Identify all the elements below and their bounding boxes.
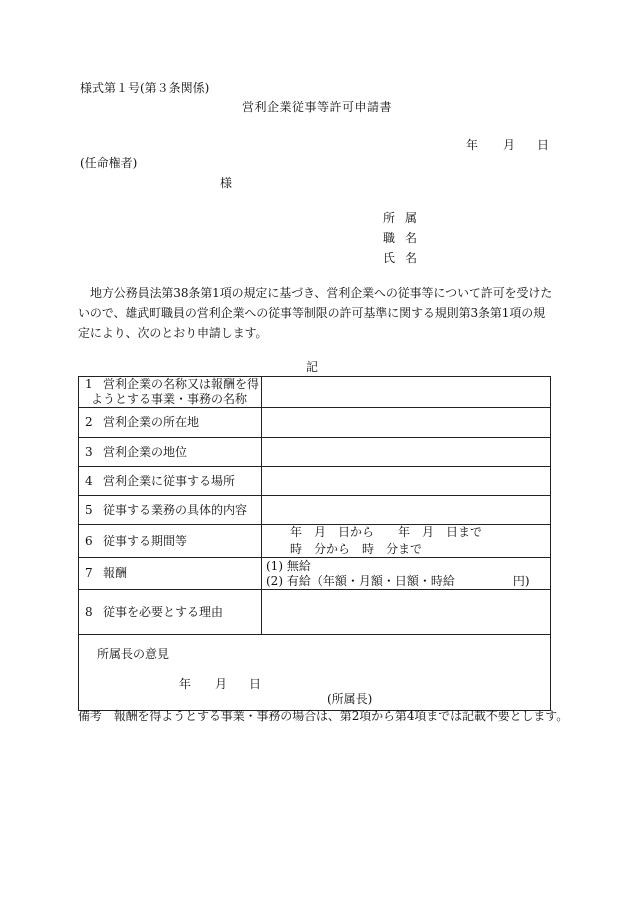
row-label: 従事を必要とする理由 — [103, 604, 224, 619]
row-number: 1 — [85, 377, 93, 391]
name-label: 氏名 — [383, 251, 428, 265]
opinion-date-month: 月 — [215, 677, 228, 691]
table-row — [79, 496, 551, 525]
opinion-date-day: 日 — [249, 677, 262, 691]
period-times: 時 分から 時 分まで — [290, 542, 423, 556]
row-7-value[interactable] — [262, 558, 551, 590]
row-3-value[interactable] — [262, 438, 551, 467]
row-2-value[interactable] — [262, 408, 551, 438]
row-8-value[interactable] — [262, 590, 551, 635]
row-number: 6 — [85, 533, 93, 548]
ki-heading: 記 — [306, 360, 319, 374]
table-row — [79, 377, 551, 408]
table-row — [79, 590, 551, 635]
row-1-label — [79, 377, 262, 408]
supervisor-opinion-cell[interactable] — [79, 635, 551, 711]
row-number: 7 — [85, 566, 93, 580]
honorific: 様 — [220, 176, 233, 190]
opinion-date-year: 年 — [179, 677, 192, 691]
row-label: 従事する期間等 — [103, 533, 188, 548]
row-number: 3 — [85, 444, 93, 459]
affiliation-label: 所属 — [383, 211, 428, 225]
remuneration-paid-line — [266, 574, 550, 589]
row-number: 8 — [85, 604, 93, 619]
row-4-label — [79, 467, 262, 496]
table-row — [79, 525, 551, 558]
job-title-label: 職名 — [383, 231, 428, 245]
remarks-note: 備考 報酬を得ようとする事業・事務の場合は、第2項から第4項までは記載不要とします。 — [78, 709, 569, 723]
row-5-value[interactable] — [262, 496, 551, 525]
row-label-line2: ようとする事業・事務の名称 — [91, 392, 248, 406]
row-6-value[interactable] — [262, 525, 551, 558]
row-number: 5 — [85, 502, 93, 517]
row-label: 営利企業に従事する場所 — [103, 473, 236, 488]
table-row — [79, 635, 551, 711]
row-4-value[interactable] — [262, 467, 551, 496]
table-row — [79, 408, 551, 438]
form-number: 様式第１号(第３条関係) — [80, 81, 210, 95]
table-row — [79, 558, 551, 590]
row-5-label — [79, 496, 262, 525]
row-7-label — [79, 558, 262, 590]
date-year-label: 年 — [466, 138, 479, 152]
row-3-label — [79, 438, 262, 467]
row-number: 4 — [85, 473, 93, 488]
row-label-line1: 営利企業の名称又は報酬を得 — [103, 377, 260, 391]
period-dates: 年 月 日から 年 月 日まで — [290, 525, 483, 539]
row-label: 報酬 — [103, 566, 128, 580]
application-table — [78, 376, 551, 711]
appointing-authority: (任命権者) — [80, 156, 138, 170]
row-1-value[interactable] — [262, 377, 551, 408]
row-8-label — [79, 590, 262, 635]
row-label: 従事する業務の具体的内容 — [103, 502, 248, 517]
row-6-label — [79, 525, 262, 558]
row-number: 2 — [85, 415, 93, 429]
remuneration-yen: 円) — [512, 573, 530, 588]
row-label: 営利企業の地位 — [103, 444, 188, 459]
table-row — [79, 438, 551, 467]
table-row — [79, 467, 551, 496]
row-label: 営利企業の所在地 — [103, 415, 200, 429]
document-title: 営利企業従事等許可申請書 — [242, 100, 393, 114]
remuneration-paid: (2) 有給（年額・月額・日額・時給 — [266, 573, 455, 588]
supervisor-opinion-label: 所属長の意見 — [97, 647, 170, 661]
row-2-label — [79, 408, 262, 438]
date-month-label: 月 — [503, 138, 516, 152]
date-day-label: 日 — [537, 138, 550, 152]
supervisor-signature-label: (所属長) — [327, 692, 373, 706]
application-statement: 地方公務員法第38条第1項の規定に基づき、営利企業への従事等について許可を受けたいので、雄武町職員の営利企業への従事等制限の許可基準に関する規則第3条第1項の規定により、次のとおり申請します。 — [78, 286, 553, 340]
remuneration-unpaid: (1) 無給 — [266, 558, 311, 573]
